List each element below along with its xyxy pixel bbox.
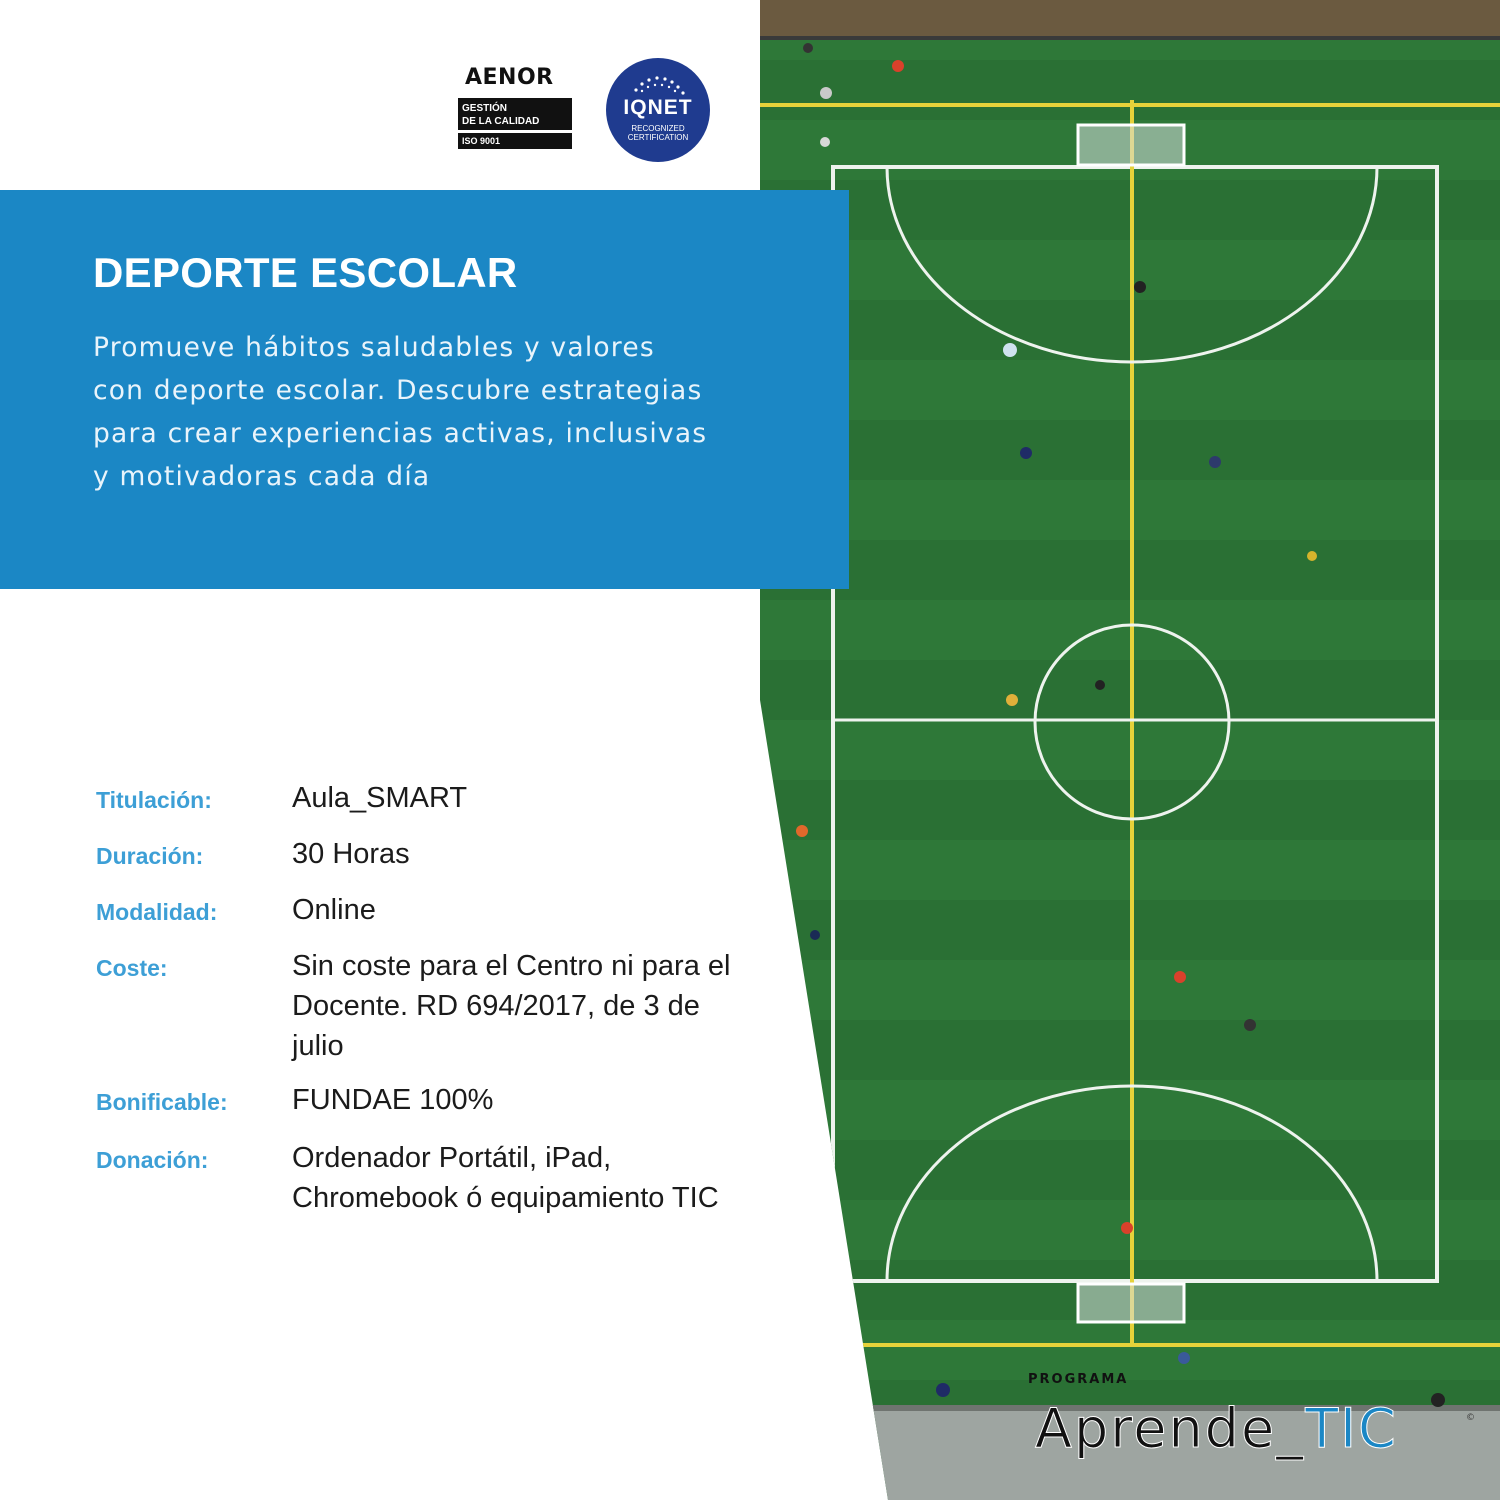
iqnet-logo — [606, 58, 710, 162]
detail-label: Modalidad: — [96, 899, 218, 925]
copyright-mark: © — [1466, 1413, 1475, 1423]
course-details — [96, 778, 736, 1218]
detail-value: FUNDAE 100% — [292, 1084, 494, 1116]
iqnet-line2: CERTIFICATION — [627, 133, 689, 142]
aenor-name: AENOR — [465, 65, 554, 90]
brand-name-part2: TIC — [1305, 1397, 1398, 1460]
detail-row-titulacion — [96, 778, 736, 820]
aenor-standard: ISO 9001 — [458, 133, 572, 149]
detail-row-donacion — [96, 1138, 736, 1218]
bottom-goal — [1078, 1284, 1184, 1322]
detail-label: Duración: — [96, 843, 204, 869]
detail-label: Donación: — [96, 1147, 209, 1173]
detail-row-bonificable — [96, 1080, 736, 1122]
aenor-logo — [458, 64, 578, 160]
iqnet-subtitle — [606, 124, 710, 142]
top-goal — [1078, 125, 1184, 165]
detail-label: Titulación: — [96, 787, 212, 813]
aenor-quality-box — [458, 98, 572, 130]
aenor-line1: GESTIÓN — [462, 103, 508, 114]
detail-label: Bonificable: — [96, 1089, 228, 1115]
detail-value: Sin coste para el Centro ni para el Docente. RD 694/2017, de 3 de julio — [292, 950, 731, 1062]
page-title: DEPORTE ESCOLAR — [93, 249, 518, 296]
iqnet-line1: RECOGNIZED — [631, 124, 685, 133]
detail-value: Aula_SMART — [292, 782, 468, 814]
detail-row-modalidad — [96, 890, 736, 932]
brand-name-part1: Aprende_ — [1035, 1397, 1306, 1460]
detail-row-duracion — [96, 834, 736, 876]
hero-description: Promueve hábitos saludables y valores con deporte escolar. Descubre estrategias para crear experiencias activas, inclusivas y motivadoras cada día — [93, 332, 708, 492]
detail-value: Ordenador Portátil, iPad, Chromebook ó equipamiento TIC — [292, 1142, 719, 1214]
detail-label: Coste: — [96, 955, 168, 981]
iqnet-name: IQNET — [623, 96, 693, 119]
brand-logo — [1035, 1394, 1398, 1464]
detail-value: 30 Horas — [292, 838, 410, 870]
program-label: PROGRAMA — [1028, 1372, 1129, 1387]
top-fence — [760, 0, 1500, 40]
detail-value: Online — [292, 894, 376, 926]
aenor-line2: DE LA CALIDAD — [462, 116, 540, 127]
detail-row-coste — [96, 946, 736, 1066]
